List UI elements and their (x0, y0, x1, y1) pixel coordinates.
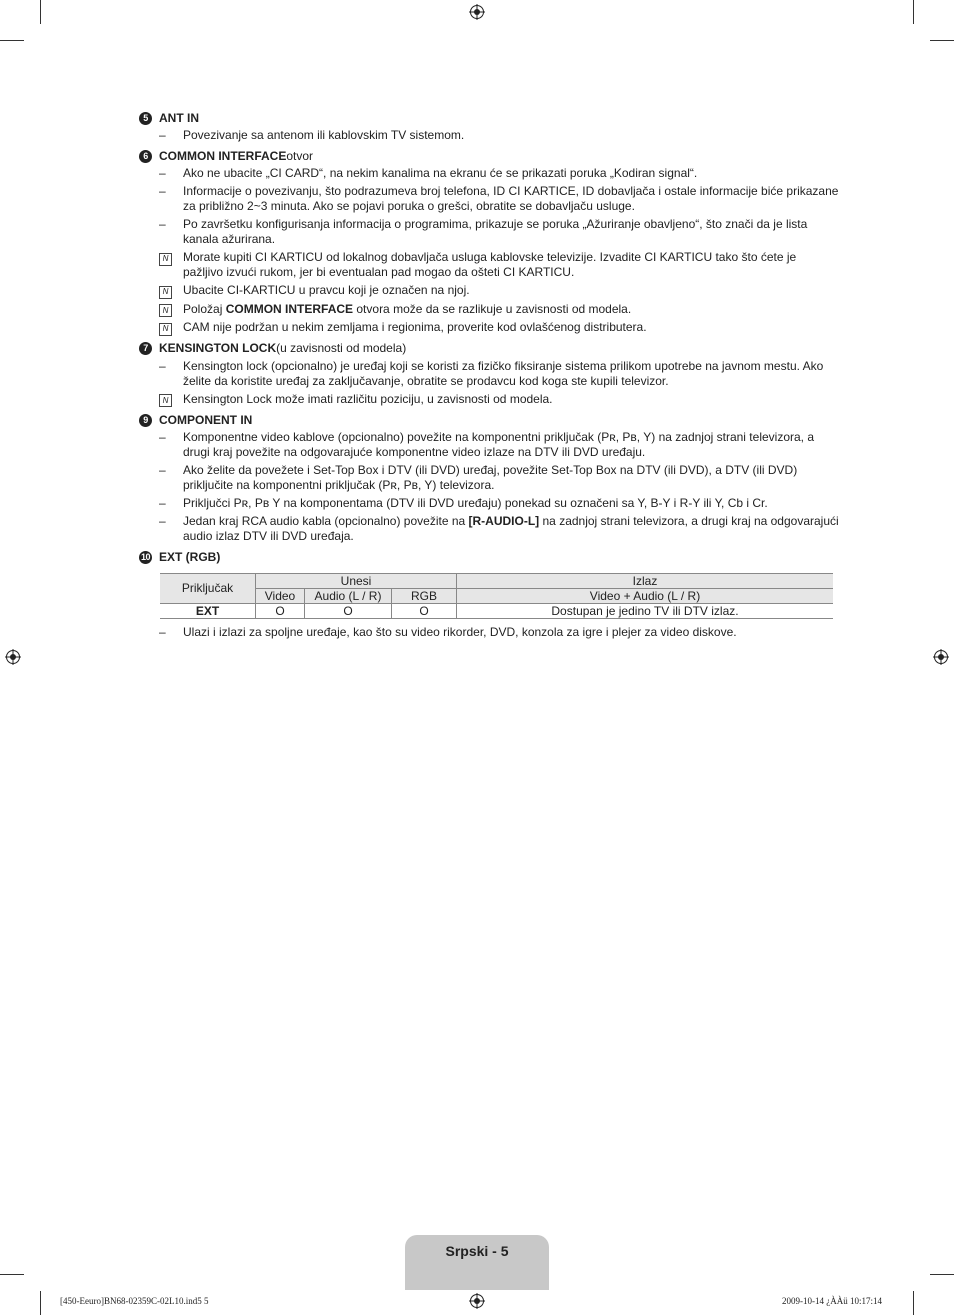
bullet-item (139, 625, 839, 640)
cell-rgb: O (392, 604, 457, 619)
item-text (183, 496, 839, 511)
section-common-interface (139, 148, 839, 336)
subheader-audio: Audio (L / R) (305, 589, 392, 604)
crop-mark (930, 40, 954, 41)
section-number-icon: 5 (139, 112, 152, 125)
section-title: COMPONENT IN (159, 412, 253, 427)
section-kensington-lock (139, 341, 839, 408)
page-number-tab (405, 1235, 549, 1290)
dash-marker (139, 359, 183, 389)
item-text (183, 359, 839, 389)
text-run: Ubacite CI-KARTICU u pravcu koji je označen na njoj. (183, 283, 470, 297)
bullet-item (139, 496, 839, 511)
dash-marker (139, 496, 183, 511)
item-text (183, 430, 839, 460)
bold-term: [R-AUDIO-L] (468, 514, 540, 528)
registration-mark-icon (469, 1293, 485, 1309)
dash-marker (139, 128, 183, 143)
note-icon: N (159, 323, 172, 336)
section-heading (139, 341, 839, 357)
section-title-suffix: otvor (286, 148, 314, 163)
section-title: COMMON INTERFACE (159, 148, 287, 163)
note-marker (139, 250, 183, 280)
note-icon: N (159, 304, 172, 317)
bullet-item (139, 166, 839, 181)
section-heading (139, 110, 839, 126)
item-text (183, 392, 839, 408)
note-item (139, 250, 839, 280)
item-text (183, 250, 839, 280)
text-run: Ulazi i izlazi za spoljne uređaje, kao što su video rikorder, DVD, konzola za igre i plejer za video diskove. (183, 625, 737, 639)
text-run: otvora može da se razlikuje u zavisnosti od modela. (353, 301, 632, 316)
ext-rgb-table (160, 573, 833, 619)
section-title: KENSINGTON LOCK (159, 341, 277, 355)
section-heading (139, 412, 839, 428)
item-text (183, 283, 839, 299)
text-run: Ako ne ubacite „CI CARD“, na nekim kanalima na ekranu će se prikazati poruka „Kodiran signal“. (183, 166, 698, 180)
subheader-izlaz: Video + Audio (L / R) (457, 589, 834, 604)
subheader-video: Video (256, 589, 305, 604)
table-row (160, 604, 833, 619)
header-unesi: Unesi (256, 574, 457, 589)
dash-marker (139, 463, 183, 493)
dash-marker (139, 184, 183, 214)
section-heading (139, 549, 839, 565)
text-run: Informacije o povezivanju, što podrazumeva broj telefona, ID CI KARTICE, ID dobavljača i ostale informacije biće prikazane za približno 2~3 minuta. Ako se pojavi poruka o grešci, obratite se dobavljaču usluge. (183, 184, 839, 213)
crop-mark (0, 1274, 24, 1275)
section-component-in (139, 412, 839, 544)
bullet-item (139, 217, 839, 247)
section-number-icon: 9 (139, 414, 152, 427)
bold-term: COMMON INTERFACE (225, 301, 354, 316)
imprint-right: 2009-10-14 ¿ÀÀü 10:17:14 (782, 1296, 882, 1306)
bullet-item (139, 359, 839, 389)
section-ext-rgb- (139, 549, 839, 565)
note-icon: N (159, 286, 172, 299)
page-label: Srpski - 5 (445, 1243, 509, 1259)
dash-marker (139, 625, 183, 640)
section-title: ANT IN (159, 110, 199, 125)
text-run: Položaj (183, 301, 226, 316)
note-item (139, 302, 839, 318)
text-run: Povezivanje sa antenom ili kablovskim TV sistemom. (183, 128, 465, 142)
section-title: EXT (RGB) (159, 549, 221, 564)
note-marker (139, 302, 183, 318)
imprint-left: [450-Eeuro]BN68-02359C-02L10.ind5 5 (60, 1296, 209, 1306)
crop-mark (40, 0, 41, 24)
cell-izlaz: Dostupan je jedino TV ili DTV izlaz. (457, 604, 834, 619)
note-icon: N (159, 253, 172, 266)
cell-video: O (256, 604, 305, 619)
crop-mark (40, 1291, 41, 1315)
manual-content (139, 110, 839, 643)
item-text (183, 463, 839, 493)
text-run: na zadnjoj strani televizora, a drugi kraj na odgovarajući audio izlaz DTV ili DVD uređaja. (183, 514, 839, 543)
section-ant-in (139, 110, 839, 143)
cell-audio: O (305, 604, 392, 619)
header-izlaz: Izlaz (457, 574, 834, 589)
text-run: CAM nije podržan u nekim zemljama i regionima, proverite kod ovlašćenog distributera. (183, 320, 647, 334)
text-run: Komponentne video kablove (opcionalno) povežite na komponentni priključak (Pʀ, Pʙ, Y) na zadnjoj strani televizora, a drugi kraj povežite na odgovarajuće komponentne video izlaze na DTV ili DVD uređaju. (183, 430, 815, 459)
item-text (183, 320, 839, 336)
note-item (139, 283, 839, 299)
bullet-item (139, 430, 839, 460)
crop-mark (930, 1274, 954, 1275)
dash-marker (139, 166, 183, 181)
note-item (139, 320, 839, 336)
item-text (183, 514, 839, 544)
registration-mark-icon (469, 4, 485, 20)
text-run: Priključci Pʀ, Pʙ Y na komponentama (DTV ili DVD uređaju) ponekad su označeni sa Y, B-Y i R-Y ili Y, Cb i Cr. (183, 496, 768, 510)
text-run: Ako želite da povežete i Set-Top Box i DTV (ili DVD) uređaj, povežite Set-Top Box na DTV (ili DVD), a DTV (ili DVD) priključite na komponentni priključak (Pʀ, Pʙ, Y) televizora. (183, 463, 798, 492)
registration-mark-icon (933, 649, 949, 665)
bullet-item (139, 128, 839, 143)
bullet-item (139, 184, 839, 214)
text-run: Kensington Lock može imati različitu poziciju, u zavisnosti od modela. (183, 391, 553, 406)
registration-mark-icon (5, 649, 21, 665)
text-run: Kensington lock (opcionalno) je uređaj koji se koristi za fizičko fiksiranje sistema prilikom upotrebe na javnom mestu. Ako želite da koristite uređaj za zaključavanje, obratite se prodavcu kod koga ste kupili televizor. (183, 358, 824, 388)
item-text (183, 184, 839, 214)
subheader-rgb: RGB (392, 589, 457, 604)
dash-marker (139, 430, 183, 460)
section-number-icon: 10 (140, 551, 150, 562)
item-text (183, 166, 839, 181)
note-icon: N (159, 394, 172, 407)
note-marker (139, 392, 183, 408)
bullet-item (139, 514, 839, 544)
text-run: Po završetku konfigurisanja informacija o programima, prikazuje se poruka „Ažuriranje obavljeno“, što znači da je lista kanala ažurirana. (183, 217, 808, 246)
crop-mark (0, 40, 24, 41)
item-text (183, 625, 839, 640)
section-title-suffix: (u zavisnosti od modela) (276, 341, 407, 355)
note-marker (139, 283, 183, 299)
crop-mark (913, 0, 914, 24)
note-marker (139, 320, 183, 336)
note-item (139, 392, 839, 408)
dash-marker (139, 514, 183, 544)
text-run: Morate kupiti CI KARTICU od lokalnog dobavljača usluga kablovske televizije. Izvadite CI KARTICU tako što ćete je pažljivo izvući rukom, jer bi eventualan pad mogao da ošteti CI KARTICU. (183, 250, 797, 279)
bullet-item (139, 463, 839, 493)
text-run: Jedan kraj RCA audio kabla (opcionalno) povežite na (183, 514, 469, 528)
item-text (183, 217, 839, 247)
item-text (183, 302, 839, 318)
crop-mark (913, 1291, 914, 1315)
section-number-icon: 6 (139, 150, 152, 163)
section-heading (139, 148, 839, 164)
section-number-icon: 7 (139, 342, 152, 355)
row-ext: EXT (160, 604, 256, 619)
dash-marker (139, 217, 183, 247)
item-text (183, 128, 839, 143)
header-prikljucak: Priključak (160, 574, 256, 604)
